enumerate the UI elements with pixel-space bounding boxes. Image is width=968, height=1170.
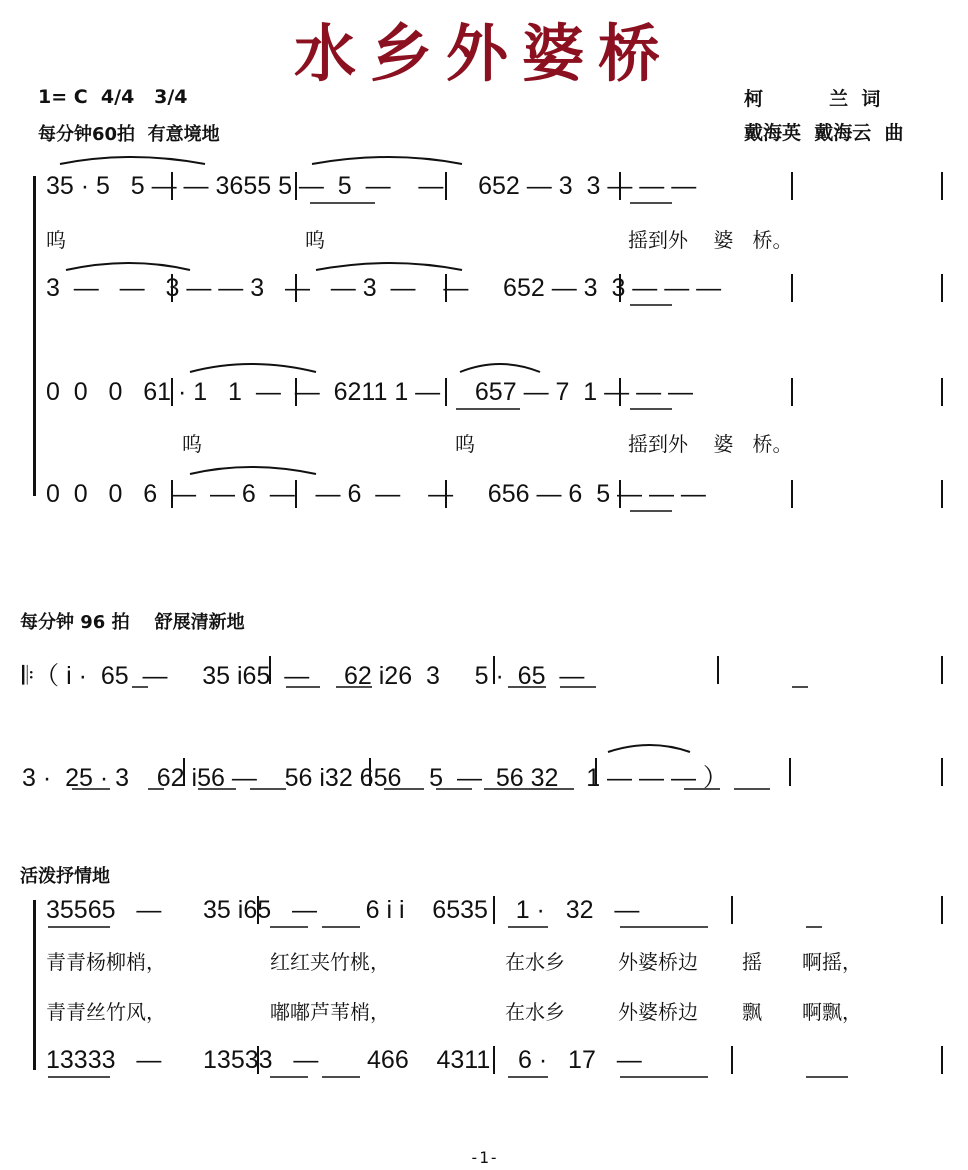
section3-row-1: 35565 — 35 i65 — 6 i i 6535 1 · 32 — [46,896,640,924]
intro-lyric-1c: 摇到外 婆 桥。 [628,228,793,252]
verse1-lyric-6: 啊摇， [802,950,862,974]
intro-lyric-1b: 呜 [305,228,325,252]
key-meter: 1= C 4/4 3/4 [38,86,188,108]
verse2-lyric-2: 嘟嘟芦苇梢， [270,1000,390,1024]
verse2-lyric-1: 青青丝竹风， [46,1000,166,1024]
intro-lyric-2a: 呜 [182,432,202,456]
verse2-lyric-5: 飘 [742,1000,762,1024]
section3-row-2: 13333 — 13533 — 466 4311 6 · 17 — [46,1046,642,1074]
intro-lyric-2b: 呜 [455,432,475,456]
verse1-lyric-1: 青青杨柳梢， [46,950,166,974]
song-title: 水乡外婆桥 [293,17,674,90]
lyricist: 柯 兰 词 [744,88,881,110]
verse2-lyric-4: 外婆桥边 [618,1000,698,1024]
section2-row-2: 3 · 25 · 3 62 i56 — 56 i32 656 5 — 56 32 1 — — — ） [22,764,728,792]
intro-row-3: 0 0 0 61 · 1 1 — — 6211 1 — 657 — 7 1 — — — [46,378,694,406]
intro-lyric-1a: 呜 [46,228,66,252]
intro-lyric-2c: 摇到外 婆 桥。 [628,432,793,456]
tempo-intro: 每分钟60拍 有意境地 [38,124,220,145]
tempo-section3: 活泼抒情地 [20,866,110,887]
verse1-lyric-5: 摇 [742,950,762,974]
verse1-lyric-2: 红红夹竹桃， [270,950,390,974]
tempo-section2: 每分钟 96 拍 舒展清新地 [20,612,245,633]
verse2-lyric-6: 啊飘， [802,1000,862,1024]
verse1-lyric-3: 在水乡 [505,950,565,974]
page-number: -1- [469,1148,499,1167]
intro-row-2: 3 — — 3 — — 3 — — 3 — — 652 — 3 3 — — — [46,274,722,302]
verse2-lyric-3: 在水乡 [505,1000,565,1024]
section2-row-1: 𝄆（ i · 65 — 35 i65 — 62 i26 3 5 · 65 — [22,662,585,690]
composer: 戴海英 戴海云 曲 [744,122,904,144]
intro-row-1: 35 · 5 5 — — 3655 5 — 5 — — 652 — 3 3 — — — [46,172,697,200]
intro-row-4: 0 0 0 6 — — 6 — — 6 — — 656 — 6 5 — — — [46,480,706,508]
verse1-lyric-4: 外婆桥边 [618,950,698,974]
